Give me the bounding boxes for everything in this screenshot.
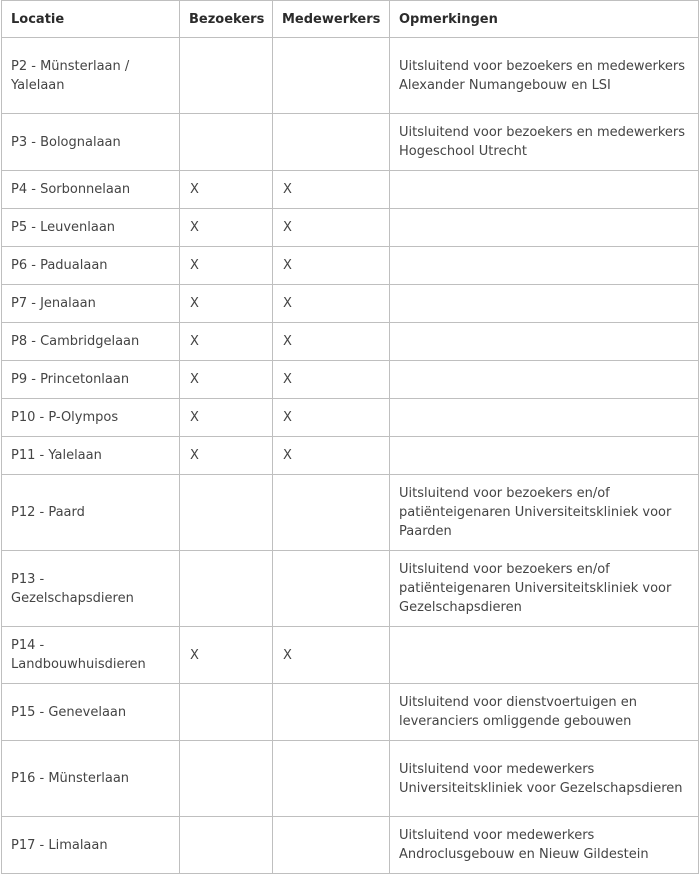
table-row	[2, 171, 699, 209]
cell-remarks	[390, 361, 699, 399]
table-row	[2, 399, 699, 437]
cell-remarks	[390, 323, 699, 361]
cell-employees	[273, 38, 390, 114]
cell-remarks: Uitsluitend voor medewerkers Androclusgebouw en Nieuw Gildestein	[390, 817, 699, 874]
cell-location: P5 - Leuvenlaan	[2, 209, 180, 247]
parking-table	[1, 0, 699, 874]
cell-employees	[273, 684, 390, 741]
cell-location: P2 - Münsterlaan / Yalelaan	[2, 38, 180, 114]
cell-remarks: Uitsluitend voor bezoekers en medewerkers Hogeschool Utrecht	[390, 114, 699, 171]
cell-visitors: X	[180, 437, 273, 475]
table-row	[2, 285, 699, 323]
cell-employees: X	[273, 627, 390, 684]
cell-remarks	[390, 171, 699, 209]
table-row	[2, 209, 699, 247]
header-remarks: Opmerkingen	[390, 1, 699, 38]
cell-employees: X	[273, 285, 390, 323]
table-row	[2, 817, 699, 874]
cell-employees: X	[273, 247, 390, 285]
cell-location: P14 - Landbouwhuisdieren	[2, 627, 180, 684]
header-visitors: Bezoekers	[180, 1, 273, 38]
cell-employees: X	[273, 361, 390, 399]
cell-location: P7 - Jenalaan	[2, 285, 180, 323]
cell-location: P3 - Bolognalaan	[2, 114, 180, 171]
cell-location: P12 - Paard	[2, 475, 180, 551]
cell-visitors: X	[180, 399, 273, 437]
cell-visitors: X	[180, 171, 273, 209]
table-row	[2, 437, 699, 475]
cell-remarks	[390, 627, 699, 684]
cell-visitors: X	[180, 285, 273, 323]
cell-visitors: X	[180, 247, 273, 285]
cell-employees: X	[273, 209, 390, 247]
table-row	[2, 323, 699, 361]
cell-employees	[273, 114, 390, 171]
cell-employees	[273, 551, 390, 627]
table-row	[2, 114, 699, 171]
cell-location: P16 - Münsterlaan	[2, 741, 180, 817]
cell-location: P17 - Limalaan	[2, 817, 180, 874]
table-row	[2, 741, 699, 817]
cell-visitors: X	[180, 627, 273, 684]
table-row	[2, 551, 699, 627]
cell-remarks: Uitsluitend voor medewerkers Universiteitskliniek voor Gezelschapsdieren	[390, 741, 699, 817]
cell-visitors: X	[180, 209, 273, 247]
cell-location: P10 - P-Olympos	[2, 399, 180, 437]
cell-location: P4 - Sorbonnelaan	[2, 171, 180, 209]
cell-employees	[273, 817, 390, 874]
cell-visitors: X	[180, 361, 273, 399]
cell-visitors	[180, 741, 273, 817]
cell-employees	[273, 475, 390, 551]
table-row	[2, 684, 699, 741]
table-header-row	[2, 1, 699, 38]
cell-remarks	[390, 399, 699, 437]
table-row	[2, 247, 699, 285]
cell-employees	[273, 741, 390, 817]
cell-visitors	[180, 684, 273, 741]
cell-visitors	[180, 38, 273, 114]
table-row	[2, 627, 699, 684]
cell-location: P6 - Padualaan	[2, 247, 180, 285]
cell-employees: X	[273, 437, 390, 475]
header-employees: Medewerkers	[273, 1, 390, 38]
cell-remarks	[390, 247, 699, 285]
cell-visitors	[180, 114, 273, 171]
header-location: Locatie	[2, 1, 180, 38]
cell-location: P13 - Gezelschapsdieren	[2, 551, 180, 627]
cell-location: P9 - Princetonlaan	[2, 361, 180, 399]
cell-remarks: Uitsluitend voor bezoekers en/of patiënteigenaren Universiteitskliniek voor Gezelschapsdieren	[390, 551, 699, 627]
cell-location: P8 - Cambridgelaan	[2, 323, 180, 361]
cell-employees: X	[273, 399, 390, 437]
cell-employees: X	[273, 171, 390, 209]
cell-visitors	[180, 551, 273, 627]
cell-visitors	[180, 817, 273, 874]
table-row	[2, 361, 699, 399]
cell-remarks	[390, 285, 699, 323]
cell-remarks: Uitsluitend voor bezoekers en medewerkers Alexander Numangebouw en LSI	[390, 38, 699, 114]
table-row	[2, 38, 699, 114]
cell-visitors	[180, 475, 273, 551]
cell-remarks: Uitsluitend voor dienstvoertuigen en leveranciers omliggende gebouwen	[390, 684, 699, 741]
cell-remarks: Uitsluitend voor bezoekers en/of patiënteigenaren Universiteitskliniek voor Paarden	[390, 475, 699, 551]
cell-remarks	[390, 437, 699, 475]
table-row	[2, 475, 699, 551]
cell-employees: X	[273, 323, 390, 361]
cell-remarks	[390, 209, 699, 247]
cell-location: P11 - Yalelaan	[2, 437, 180, 475]
cell-location: P15 - Genevelaan	[2, 684, 180, 741]
cell-visitors: X	[180, 323, 273, 361]
